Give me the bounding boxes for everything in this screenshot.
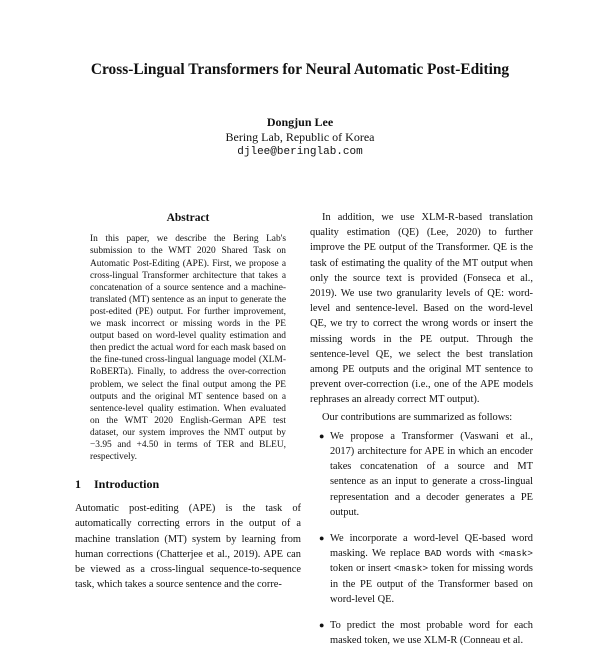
author-block (0, 115, 600, 160)
list-item (319, 531, 533, 607)
paper-title: Cross-Lingual Transformers for Neural Automatic Post-Editing (90, 61, 510, 78)
contributions-list (310, 429, 533, 649)
code-mask: <mask> (498, 548, 533, 560)
right-column (310, 210, 533, 659)
list-item-text: token for missing words in the PE output of the Transformer based on word-level QE. (330, 563, 533, 605)
abstract-heading: Abstract (166, 212, 210, 224)
list-item-text: To predict the most probable word for each masked token, we use XLM-R (Conneau et al. (330, 620, 533, 647)
section-number: 1 (75, 477, 81, 492)
left-column (75, 210, 301, 592)
list-item-text: token or insert (330, 563, 391, 575)
author-affiliation: Bering Lab, Republic of Korea (225, 130, 375, 144)
intro-paragraph: Automatic post-editing (APE) is the task of automatically correcting errors in the output of a machine translation (MT) system by learning from human corrections (Chatterjee et al., 2019). APE can be viewed as a cross-lingual sequence-to-sequence task, which takes a source sentence and the corre- (75, 503, 301, 591)
author-name: Dongjun Lee (266, 115, 334, 129)
list-item-text: We propose a Transformer (Vaswani et al., 2017) architecture for APE in which an encoder takes concatenation of a source and MT sentence as an input to generate a cross-lingual representation and a decoder generates a PE output. (330, 430, 533, 518)
author-email[interactable]: djlee@beringlab.com (237, 146, 363, 158)
list-item (319, 618, 533, 648)
qe-paragraph: In addition, we use XLM-R-based translation quality estimation (QE) (Lee, 2020) to further improve the PE output of the Transformer. QE is the task of estimating the quality of the MT output when only the source text is provided (Fonseca et al., 2019). We use two granularity levels of QE: word-level and sentence-level. Based on the word-level QE, we try to correct the wrong words or insert the missing words in the PE output. Through the sentence-level QE, we select the best translation among PE outputs and the original MT sentence to prevent over-correction (i.e., one of the APE models rephrases an already correct MT output). (310, 212, 533, 406)
code-mask: <mask> (393, 563, 429, 575)
code-bad: BAD (424, 548, 442, 560)
bullet-icon: ● (319, 430, 325, 441)
list-item (319, 429, 533, 520)
intro-heading (75, 477, 301, 492)
section-title: Introduction (94, 477, 160, 492)
list-item-text: We incorporate a word-level QE-based word masking. We replace (330, 533, 533, 560)
bullet-icon: ● (319, 533, 325, 544)
abstract-text: In this paper, we describe the Bering Lab's submission to the WMT 2020 Shared Task on Automatic Post-Editing (APE). First, we propose a cross-lingual Transformer architecture that takes a concatenation of a source sentence and a machine-translated (MT) sentence as an input to generate the post-edited (PE) output. For further improvement, we mask incorrect or missing words in the PE output based on word-level quality estimation and then predict the actual word for each mask based on the fine-tuned cross-lingual language model (XLM-RoBERTa). Finally, to address the over-correction problem, we select the final output among the PE outputs and the original MT sentence based on a sentence-level quality estimation. When evaluated on the WMT 2020 English-German APE test dataset, our system improves the NMT output by −3.95 and +4.50 in terms of TER and BLEU, respectively. (90, 234, 286, 463)
contributions-intro: Our contributions are summarized as follows: (322, 411, 513, 423)
bullet-icon: ● (319, 620, 325, 631)
list-item-text: words with (446, 548, 495, 560)
